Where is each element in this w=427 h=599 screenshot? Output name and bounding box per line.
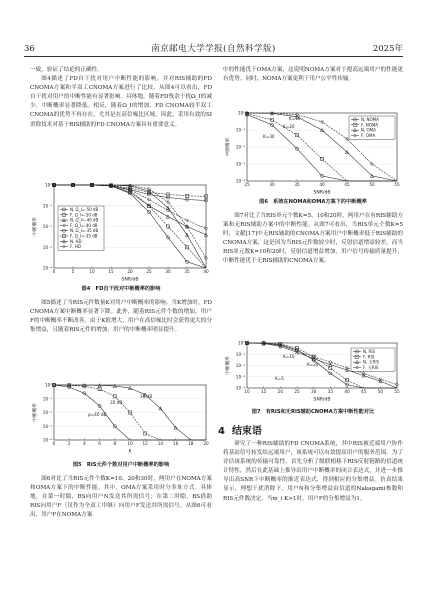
x-axis-label: K — [128, 449, 132, 455]
y-tick-label: 10⁻² — [235, 144, 245, 150]
x-tick-label: 14 — [157, 441, 164, 446]
conclusion-text — [223, 440, 403, 504]
x-tick-label: 15 — [260, 389, 267, 394]
legend-label: F, NOMA — [361, 122, 379, 128]
x-tick-label: 10 — [244, 389, 250, 394]
y-tick-label: 10⁰ — [44, 182, 52, 188]
section-number: 4 — [218, 426, 225, 437]
chart-annotation: 35 dB — [110, 400, 123, 405]
journal-title: 南京邮电大学学报(自然科学版) — [151, 44, 276, 54]
x-tick-label: 30 — [165, 269, 171, 274]
y-tick-label: 10⁰ — [237, 110, 245, 116]
x-axis-label: SNR/dB — [121, 277, 139, 283]
running-header — [24, 42, 403, 57]
x-tick-label: 25 — [146, 269, 152, 274]
x-tick-label: 40 — [344, 389, 350, 394]
y-tick-label: 10⁰ — [237, 340, 245, 346]
x-tick-label: 40 — [319, 182, 325, 187]
figure-6-caption: 图6 系统在NOMA和OMA方案下的中断概率 — [259, 199, 367, 205]
y-tick-label: 10⁻¹ — [42, 396, 52, 402]
paragraph: 图6对比了当RIS元件个数K=10、20和30时，两用户在NOMA方案和OMA方案下的中断性能。其中，OMA方案采用时分多址方式。具体地，在第一时隙，BS向用户N发送其所需信号；在第二时隙，BS借助RIS向用户F（仅作为全双工中继）向用户F发送其所需信号。从图6可看出，用户F在NOMA方案 — [30, 476, 212, 519]
y-tick-label: 10⁻¹ — [42, 203, 52, 209]
x-tick-label: 10 — [89, 269, 95, 274]
legend-label: F, Ω_I=-50 dB — [70, 212, 98, 218]
y-tick-label: 10⁻³ — [42, 423, 52, 429]
legend-label: N, RIS — [363, 349, 376, 354]
paragraph: 中的性能优于OMA方案，这说明NOMA方案对于提高远端用户的性能更有优势。同时，NOMA方案更利于用户公平性传输。 — [223, 67, 403, 83]
y-tick-label: 10⁻⁴ — [235, 178, 245, 184]
x-tick-label: 55 — [394, 182, 400, 187]
paragraph: 一致，验证了结论的正确性。 — [30, 67, 103, 73]
chart-annotation: K=20 — [283, 124, 295, 129]
x-tick-label: 20 — [277, 389, 284, 394]
legend-label: F, RIS — [363, 354, 375, 360]
y-tick-label: 10⁻² — [235, 363, 245, 369]
figure-4-caption: 图4 FD自干扰对中断概率的影响 — [81, 286, 161, 292]
chart-annotation: K=30 — [263, 134, 275, 139]
x-axis-label: SNR/dB — [313, 397, 331, 403]
legend-label: F, Ω_I=-40 dB — [70, 222, 98, 228]
y-tick-label: 10⁰ — [44, 382, 52, 388]
x-tick-label: 25 — [244, 182, 250, 187]
x-tick-label: 40 — [203, 269, 209, 274]
paragraph: 图7对比了当RIS单元个数K=5、10和20时，两用户在有RIS辅助方案和无RIS辅助方案中的中断性能。从图7可看出，当RIS单元个数K=5时，文献[17]中无RIS辅助的CNOMA方案用户中断概率低于RIS辅助的CNOMA方案，这是因为当RIS元件数较少时，反射信道增益较差，而当RIS单元数K=10和20时，反射信道增益增加，用户信号传输质量提升，中断性能优于无RIS辅助的CNOMA方案。 — [223, 213, 403, 265]
x-tick-label: 12 — [142, 441, 148, 446]
figure-7-caption: 图7 有RIS和无RIS辅助CNOMA方案中断性能对比 — [251, 409, 375, 415]
paragraph: 图4描述了FD自干扰对用户中断性能的影响。并对RIS辅助的FD CNOMA方案和半双工CNOMA方案进行了比较。从图4可以看出，FD自干扰对用户的中断性能有显著影响。具体地，随着FD残余干扰Ω_I的减少，中断概率显著降低。相反，随着Ω_I的增加，FD CNOMA较半双工CNOMA的优势不再存在，尤其是在高信噪比区域。因此，采用有效的SI消除技术对基于RIS辅助的FD CNOMA方案具有重要意义。 — [30, 76, 212, 128]
x-tick-label: 55 — [394, 389, 400, 394]
legend-label: N, Ω_I=-50 dB — [70, 207, 99, 212]
section-title: 结束语 — [231, 426, 262, 437]
y-tick-label: 10⁻³ — [42, 244, 52, 250]
figure-7-chart — [223, 340, 403, 402]
legend-label: F, 无RIS — [363, 364, 379, 370]
y-tick-label: 10⁻² — [42, 410, 52, 416]
y-tick-label: 10⁻³ — [235, 374, 245, 380]
legend-label: N, OMA — [361, 127, 376, 133]
x-tick-label: 10 — [127, 441, 133, 446]
x-tick-label: 2 — [67, 441, 71, 446]
legend-label: N, Ω_I=-35 dB — [70, 228, 99, 234]
left-top-text — [30, 66, 212, 130]
legend-label: F, OMA — [361, 132, 376, 138]
figure-5-chart — [30, 382, 212, 454]
paragraph: 研究了一种RIS辅助的FD CNOMA系统，其中RIS被近端用户协作将基站信号转发给远端用户，该系统可以有效提高用户的服务范围。为了评估该系统的传输可靠性，首先分析了级联相移下RIS反射链路的信道统计特性，然后在此基础上推导出用户中断概率的闭合表达式，并进一步推导出高SNR下中断概率的渐近表达式，得到相应的分集增益。仿真结果显示，理想干扰消除下，用户N和分集增益由信道的Nakagami参数和RIS元件数决定。当m_i K>1时，用户F的分集增益为1。 — [223, 441, 403, 502]
y-axis-label: 中断概率 — [226, 137, 231, 157]
x-tick-label: 16 — [172, 441, 179, 446]
chart-annotation: K=10 — [289, 116, 301, 121]
x-tick-label: 15 — [108, 269, 114, 274]
page-number: 36 — [24, 44, 35, 54]
issue-year: 2025年 — [372, 44, 403, 54]
legend-label: F, Ω_I=-35 dB — [70, 233, 98, 239]
x-tick-label: 20 — [127, 269, 133, 274]
x-tick-label: 45 — [360, 389, 367, 394]
x-tick-label: 25 — [294, 389, 300, 394]
x-tick-label: 50 — [377, 389, 384, 394]
x-axis-label: SNR/dB — [313, 190, 331, 196]
section-heading — [218, 422, 262, 437]
legend-label: N, NOMA — [361, 117, 379, 122]
right-top-text — [223, 66, 403, 84]
x-tick-label: 30 — [310, 389, 317, 394]
y-tick-label: 10⁻⁴ — [235, 385, 245, 391]
x-tick-label: 35 — [184, 269, 190, 274]
x-tick-label: 4 — [83, 441, 86, 446]
y-tick-label: 10⁻⁴ — [42, 437, 52, 443]
x-tick-label: 0 — [52, 441, 56, 446]
figure-5-caption: 图5 RIS元件个数对用户中断概率的影响 — [72, 462, 170, 468]
y-tick-label: 10⁻¹ — [235, 351, 245, 357]
x-tick-label: 18 — [188, 441, 194, 446]
x-tick-label: 35 — [294, 182, 300, 187]
right-mid-text — [223, 212, 403, 267]
x-tick-label: 30 — [269, 182, 275, 187]
figure-4-chart — [30, 182, 212, 282]
left-mid-text — [30, 299, 212, 335]
chart-annotation: K=20 — [307, 362, 319, 367]
y-axis-label: 中断概率 — [33, 403, 38, 422]
y-axis-label: 中断概率 — [226, 356, 231, 375]
y-axis-label: 中断概率 — [33, 217, 38, 236]
legend-label: F, HD — [70, 244, 81, 250]
legend-label: N, Ω_I=-40 dB — [70, 217, 99, 223]
y-tick-label: 10⁻² — [42, 224, 52, 230]
legend-label: N, HD — [70, 238, 82, 244]
chart-annotation: ρ=40 dB — [88, 412, 107, 417]
chart-annotation: 30 dB — [140, 394, 153, 399]
x-tick-label: 6 — [98, 441, 101, 446]
y-tick-label: 10⁻⁴ — [42, 265, 52, 271]
x-tick-label: 20 — [203, 441, 209, 446]
x-tick-label: 0 — [52, 269, 56, 274]
x-tick-label: 35 — [327, 389, 334, 394]
legend-label: N, 无RIS — [363, 359, 380, 365]
left-bottom-text — [30, 475, 212, 520]
x-tick-label: 50 — [369, 182, 375, 187]
chart-annotation: K=5 — [275, 376, 284, 381]
figure-6-chart — [223, 110, 403, 195]
chart-annotation: K=10 — [283, 354, 295, 359]
x-tick-label: 5 — [71, 269, 75, 274]
y-tick-label: 10⁻³ — [235, 161, 245, 167]
x-tick-label: 8 — [113, 441, 117, 446]
x-tick-label: 45 — [344, 182, 350, 187]
paragraph: 图5描述了当RIS元件数量K对用户中断概率的影响。当K增加时，FD CNOMA方案中断概率显著下降。此外，随着RIS元件个数的增加，用户F的中断概率不断改善。由于K值增大，用户在高信噪比时会获得更大的分集增益，且随着RIS元件的增加，用户的中断概率明显提升。 — [30, 300, 212, 334]
y-tick-label: 10⁻¹ — [235, 127, 245, 133]
